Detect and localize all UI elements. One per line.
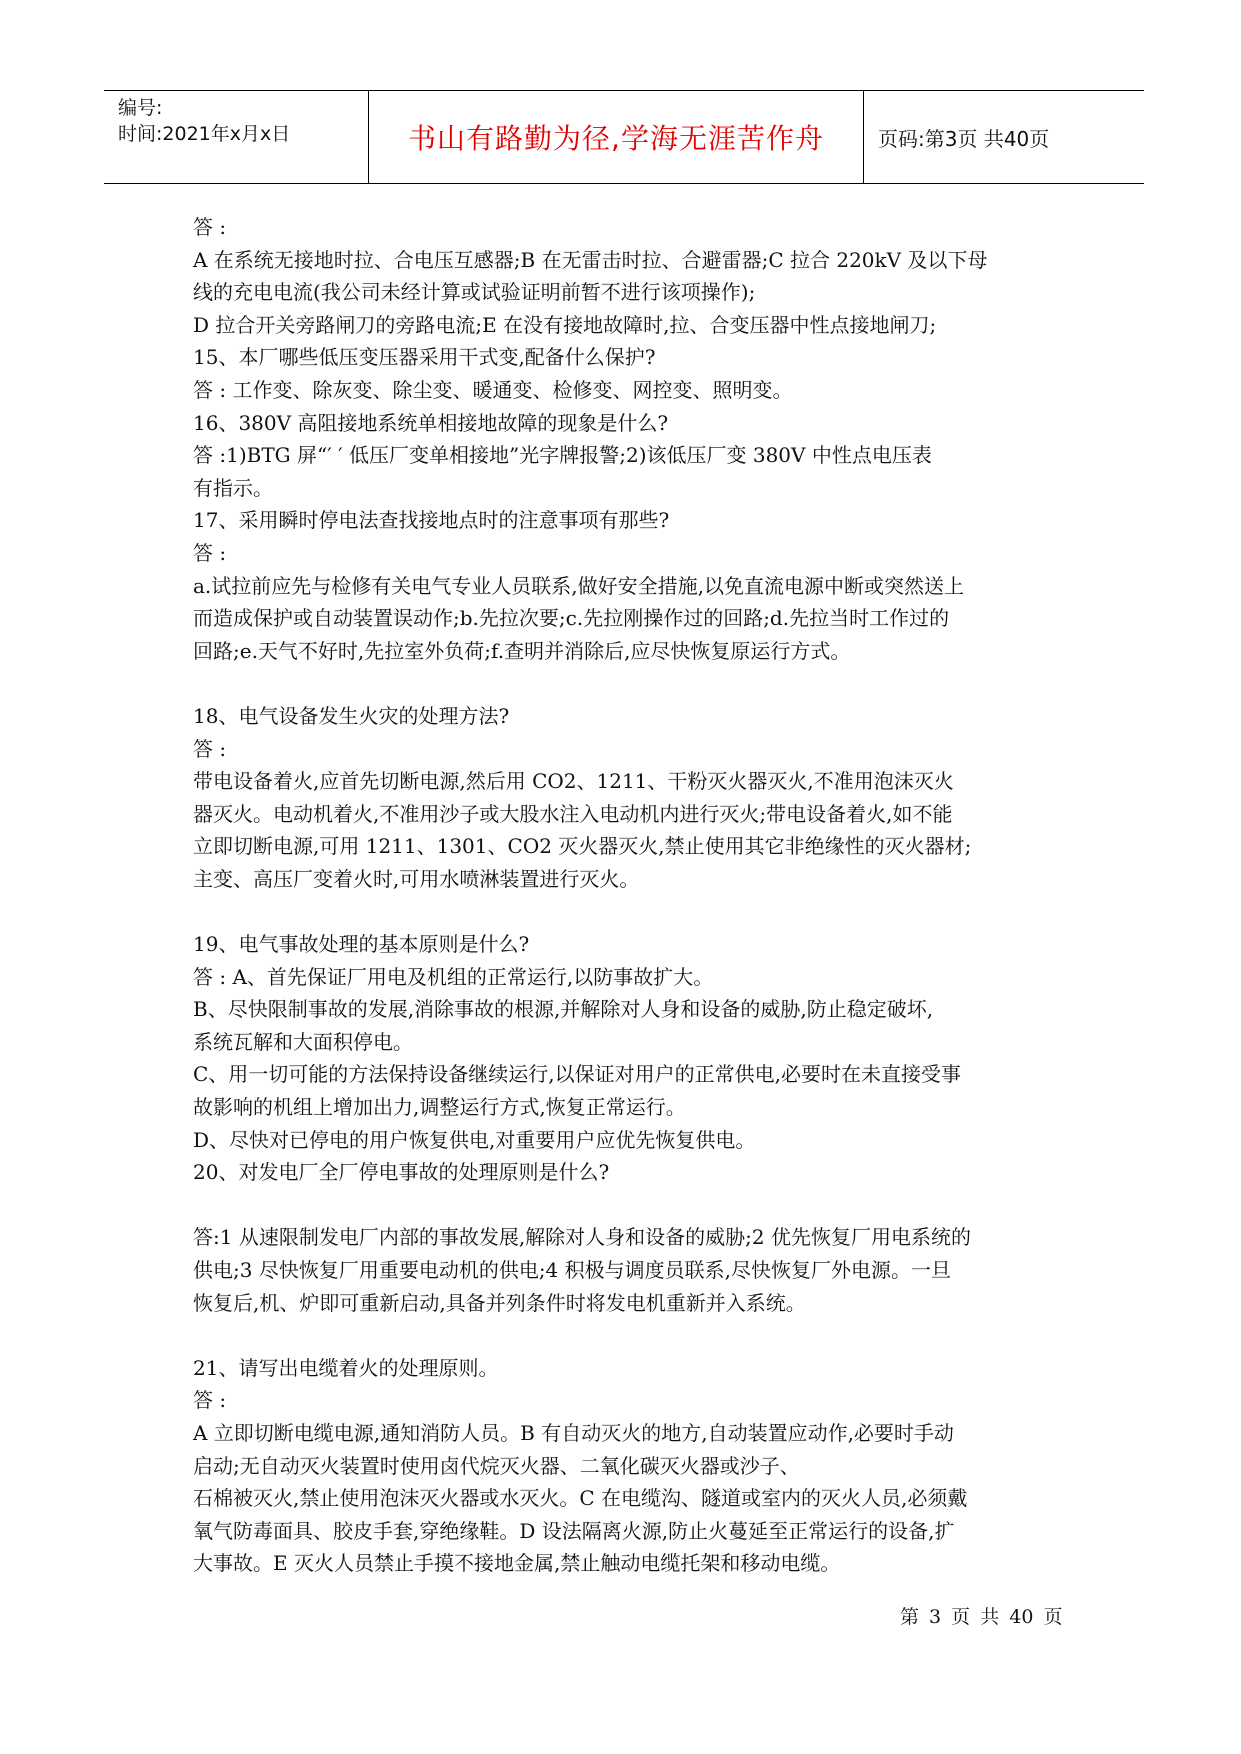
text-line: 故影响的机组上增加出力,调整运行方式,恢复正常运行。 [193, 1095, 686, 1120]
text-line: 而造成保护或自动装置误动作;b.先拉次要;c.先拉刚操作过的回路;d.先拉当时工作过的 [193, 606, 950, 631]
text-line: 系统瓦解和大面积停电。 [193, 1029, 413, 1054]
text-line: D 拉合开关旁路闸刀的旁路电流;E 在没有接地故障时,拉、合变压器中性点接地闸刀; [193, 312, 937, 337]
text-line: 18、电气设备发生火灾的处理方法? [193, 703, 510, 728]
text-line: 17、采用瞬时停电法查找接地点时的注意事项有那些? [193, 508, 670, 533]
text-line: 带电设备着火,应首先切断电源,然后用 CO2、1211、干粉灭火器灭火,不准用泡沫灭火 [193, 769, 954, 794]
header-page-number: 页码:第3页 共40页 [878, 126, 1050, 151]
text-line: 答 : A、首先保证厂用电及机组的正常运行,以防事故扩大。 [193, 964, 714, 989]
page-header [104, 90, 1144, 184]
text-line: 供电;3 尽快恢复厂用重要电动机的供电;4 积极与调度员联系,尽快恢复厂外电源。一旦 [193, 1258, 951, 1282]
text-line: a.试拉前应先与检修有关电气专业人员联系,做好安全措施,以免直流电源中断或突然送上 [193, 573, 964, 598]
text-line: 恢复后,机、炉即可重新启动,具备并列条件时将发电机重新并入系统。 [193, 1290, 806, 1315]
header-motto: 书山有路勤为径,学海无涯苦作舟 [369, 91, 864, 183]
page-footer: 第 3 页 共 40 页 [900, 1606, 1063, 1628]
text-line: D、尽快对已停电的用户恢复供电,对重要用户应优先恢复供电。 [193, 1127, 756, 1152]
text-line: 器灭火。电动机着火,不准用沙子或大股水注入电动机内进行灭火;带电设备着火,如不能 [193, 801, 953, 826]
text-line: 20、对发电厂全厂停电事故的处理原则是什么? [193, 1160, 610, 1185]
text-line: 答 : [193, 1388, 227, 1413]
text-line: 启动;无自动灭火装置时使用卤代烷灭火器、二氧化碳灭火器或沙子、 [193, 1453, 800, 1478]
text-line: 大事故。E 灭火人员禁止手摸不接地金属,禁止触动电缆托架和移动电缆。 [193, 1551, 841, 1576]
text-line: 主变、高压厂变着火时,可用水喷淋装置进行灭火。 [193, 866, 640, 891]
text-line: 16、380V 高阻接地系统单相接地故障的现象是什么? [193, 410, 669, 435]
text-line: 氧气防毒面具、胶皮手套,穿绝缘鞋。D 设法隔离火源,防止火蔓延至正常运行的设备,扩 [193, 1518, 955, 1543]
text-line: 21、请写出电缆着火的处理原则。 [193, 1355, 499, 1380]
text-line: C、用一切可能的方法保持设备继续运行,以保证对用户的正常供电,必要时在未直接受事 [193, 1062, 962, 1087]
text-line: B、尽快限制事故的发展,消除事故的根源,并解除对人身和设备的威胁,防止稳定破坏, [193, 997, 934, 1022]
text-line: 石棉被灭火,禁止使用泡沫灭火器或水灭火。C 在电缆沟、隧道或室内的灭火人员,必须戴 [193, 1486, 968, 1511]
text-line: 答 : [193, 736, 227, 761]
blank-line [193, 1189, 1073, 1222]
text-line: 答 : 工作变、除灰变、除尘变、暖通变、检修变、网控变、照明变。 [193, 377, 793, 402]
document-body [193, 211, 1073, 1580]
doc-time-label: 时间:2021年x月x日 [118, 123, 291, 145]
text-line: 答:1 从速限制发电厂内部的事故发展,解除对人身和设备的威胁;2 优先恢复厂用电系统的 [193, 1225, 971, 1250]
header-meta [104, 91, 369, 183]
doc-number-label: 编号: [118, 97, 163, 119]
blank-line [193, 667, 1073, 700]
text-line: 15、本厂哪些低压变压器采用干式变,配备什么保护? [193, 345, 656, 370]
text-line: A 立即切断电缆电源,通知消防人员。B 有自动灭火的地方,自动装置应动作,必要时手动 [193, 1420, 954, 1445]
blank-line [193, 895, 1073, 928]
text-line: 线的充电电流(我公司未经计算或试验证明前暂不进行该项操作); [193, 280, 756, 305]
text-line: 答 : [193, 215, 227, 239]
text-line: A 在系统无接地时拉、合电压互感器;B 在无雷击时拉、合避雷器;C 拉合 220kV 及以下母 [193, 247, 988, 272]
text-line: 答 :1)BTG 屏“′ ′ 低压厂变单相接地”光字牌报警;2)该低压厂变 380V 中性点电压表 [193, 443, 932, 468]
blank-line [193, 1319, 1073, 1352]
text-line: 回路;e.天气不好时,先拉室外负荷;f.查明并消除后,应尽快恢复原运行方式。 [193, 638, 851, 663]
text-line: 立即切断电源,可用 1211、1301、CO2 灭火器灭火,禁止使用其它非绝缘性的灭火器材; [193, 834, 972, 859]
text-line: 答 : [193, 540, 227, 565]
text-line: 有指示。 [193, 475, 273, 500]
text-line: 19、电气事故处理的基本原则是什么? [193, 932, 530, 957]
